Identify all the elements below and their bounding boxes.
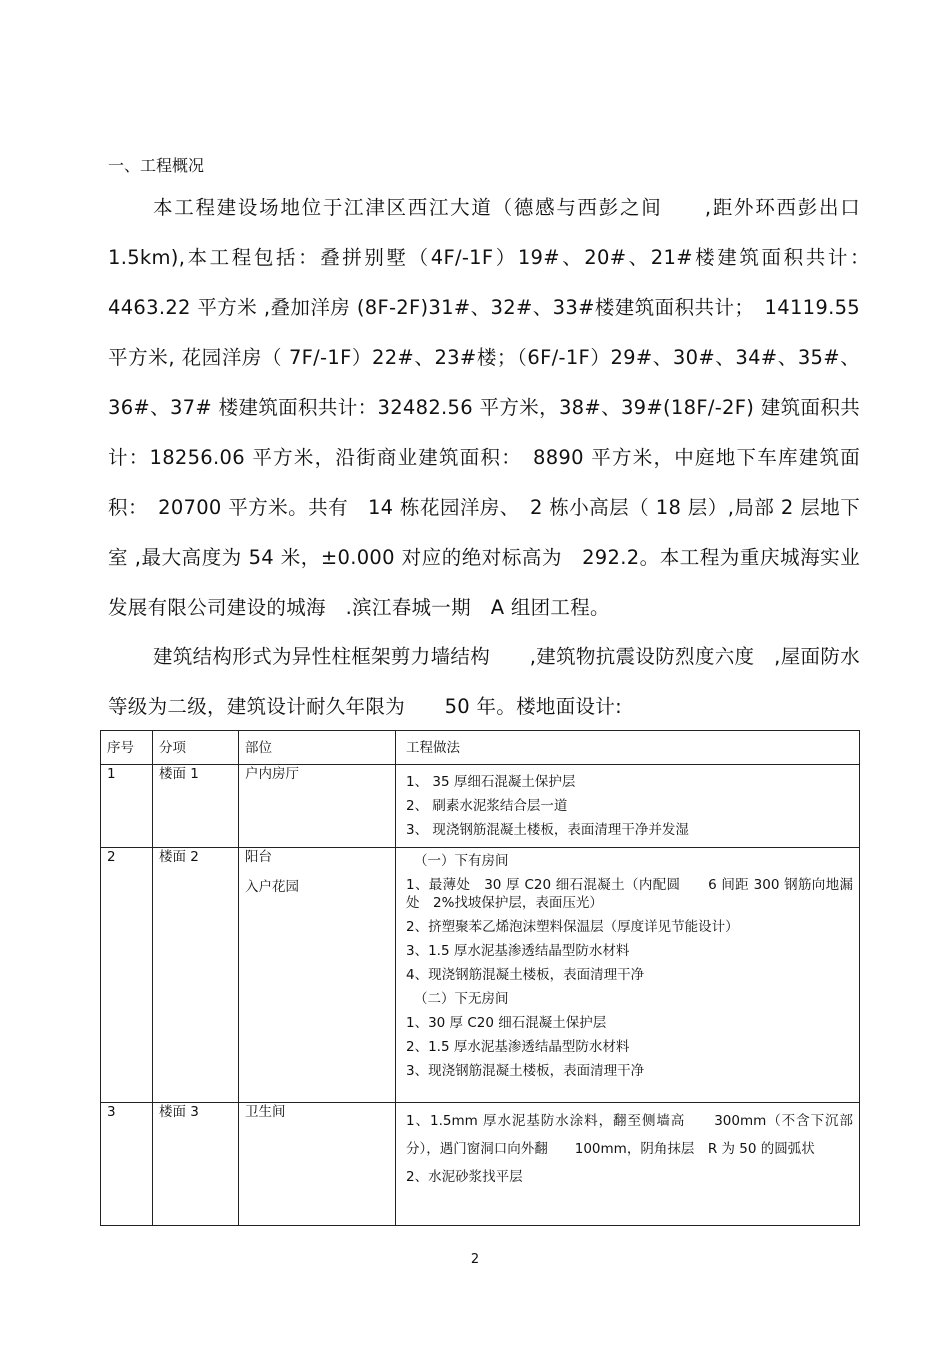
method-line: 1、最薄处 30 厚 C20 细石混凝土（内配圆 6 间距 300 钢筋向地漏处 2%找坡保护层，表面压光） xyxy=(406,877,853,911)
table-row xyxy=(101,848,860,1103)
structure-paragraph: 建筑结构形式为异性柱框架剪力墙结构 ,建筑物抗震设防烈度六度 ,屋面防水等级为二级，建筑设计耐久年限为 50 年。楼地面设计: xyxy=(108,645,860,718)
location-line: 卫生间 xyxy=(245,1104,286,1120)
method-line: 2、水泥砂浆找平层 xyxy=(406,1169,523,1185)
row-no: 1 xyxy=(101,765,153,848)
row-method xyxy=(396,1103,860,1226)
row-item: 楼面 2 xyxy=(153,848,239,1103)
table-row xyxy=(101,1103,860,1226)
method-line: 3、 现浇钢筋混凝土楼板，表面清理干净并发湿 xyxy=(406,822,689,838)
row-no: 3 xyxy=(101,1103,153,1226)
row-item: 楼面 3 xyxy=(153,1103,239,1226)
project-overview-paragraph: 本工程建设场地位于江津区西江大道（德感与西彭之间 ,距外环西彭出口 1.5km),本工程包括：叠拼别墅（4F/-1F）19#、20#、21#楼建筑面积共计： 4463.22 平方米 ,叠加洋房 (8F-2F)31#、32#、33#楼建筑面积共计； 14119.55 平方米, 花园洋房（ 7F/-1F）22#、23#楼；（6F/-1F）29#、30#、34#、35#、36#、37# 楼建筑面积共计：32482.56 平方米，38#、39#(18F/-2F) 建筑面积共计：18256.06 平方米，沿街商业建筑面积： 8890 平方米，中庭地下车库建筑面积： 20700 平方米。共有 14 栋花园洋房、 2 栋小高层（ 18 层）,局部 2 层地下室 ,最大高度为 54 米，±0.000 对应的绝对标高为 292.2。本工程为重庆城海实业发展有限公司建设的城海 .滨江春城一期 A 组团工程。 xyxy=(108,196,880,619)
method-line: 4、现浇钢筋混凝土楼板，表面清理干净 xyxy=(406,967,645,983)
header-item: 分项 xyxy=(153,731,239,765)
row-method xyxy=(396,765,860,848)
method-line: 1、 35 厚细石混凝土保护层 xyxy=(406,774,576,790)
page-number: 2 xyxy=(470,1252,480,1267)
location-line: 入户花园 xyxy=(245,879,299,895)
location-line: 户内房厅 xyxy=(245,766,299,782)
row-location xyxy=(239,765,396,848)
method-line: 3、现浇钢筋混凝土楼板，表面清理干净 xyxy=(406,1063,645,1079)
row-no: 2 xyxy=(101,848,153,1103)
section-heading: 一、工程概况 xyxy=(108,156,205,175)
header-method: 工程做法 xyxy=(396,731,860,765)
floor-design-table xyxy=(100,730,860,1226)
row-location xyxy=(239,848,396,1103)
method-line: （二）下无房间 xyxy=(414,991,509,1007)
header-no: 序号 xyxy=(101,731,153,765)
method-line: 1、30 厚 C20 细石混凝土保护层 xyxy=(406,1015,607,1031)
row-method xyxy=(396,848,860,1103)
row-location xyxy=(239,1103,396,1226)
table-header-row xyxy=(101,731,860,765)
method-line: 2、 刷素水泥浆结合层一道 xyxy=(406,798,568,814)
method-line: 2、1.5 厚水泥基渗透结晶型防水材料 xyxy=(406,1039,630,1055)
method-line: 1、1.5mm 厚水泥基防水涂料，翻至侧墙高 300mm（不含下沉部分），遇门窗洞口向外翻 100mm，阴角抹层 R 为 50 的圆弧状 xyxy=(406,1113,853,1157)
header-location: 部位 xyxy=(239,731,396,765)
location-line: 阳台 xyxy=(245,849,272,865)
row-item: 楼面 1 xyxy=(153,765,239,848)
method-line: 2、挤塑聚苯乙烯泡沫塑料保温层（厚度详见节能设计） xyxy=(406,919,739,935)
method-line: 3、1.5 厚水泥基渗透结晶型防水材料 xyxy=(406,943,630,959)
method-line: （一）下有房间 xyxy=(414,853,509,869)
table-row xyxy=(101,765,860,848)
